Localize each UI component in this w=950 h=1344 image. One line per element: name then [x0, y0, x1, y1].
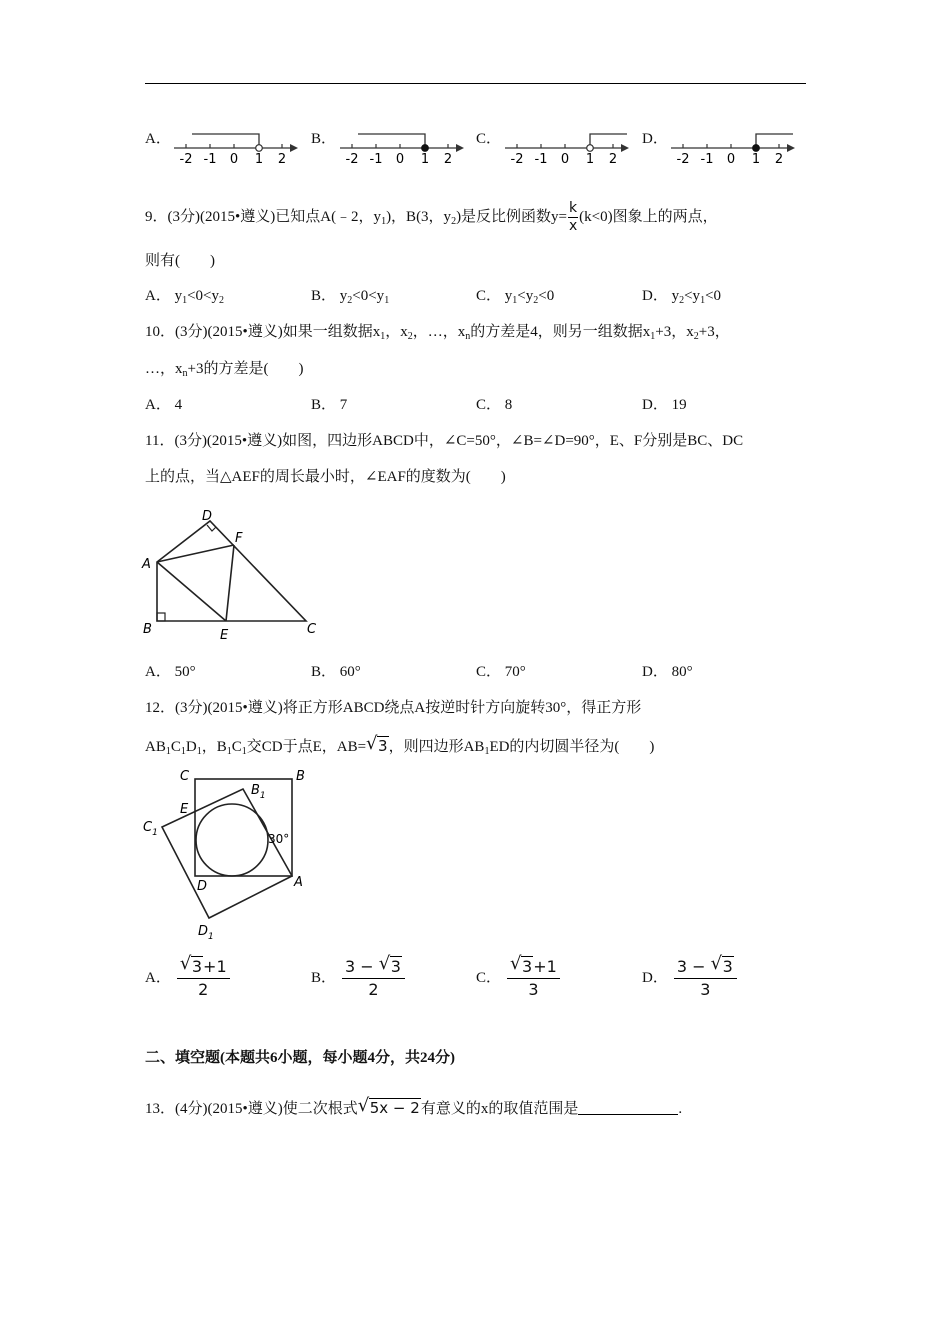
q10-option-a: A． 4 [145, 397, 183, 413]
label-c: C [307, 622, 317, 637]
tick-label: 1 [254, 152, 264, 167]
label-e: E [180, 802, 189, 817]
q10-stem: 10．(3分)(2015•遵义)如果一组数据$x_1$，$x_2$，…，$x_n$的方差是4，则另一组数据$x_1+3$，$x_2+3$， [145, 324, 730, 342]
tick-label: -2 [510, 152, 524, 167]
q8-option-c-numberline [501, 126, 631, 168]
q8-option-b-numberline [336, 126, 466, 168]
q11-option-b: B． 60° [311, 664, 361, 680]
q10-stem-line2: …，$x_n+3$的方差是( ) [145, 361, 304, 379]
q9-option-b: B． $y_2<0<y_1$ [311, 288, 390, 306]
label-b: B [143, 622, 152, 637]
label-e: E [220, 628, 229, 643]
label-b: B [296, 769, 305, 784]
q8-option-a-numberline [170, 126, 300, 168]
q10-option-c: C． 8 [476, 397, 513, 413]
section-title: 二、填空题(本题共6小题，每小题4分，共24分) [145, 1050, 455, 1066]
q9-option-c: C． $y_1<y_2<0$ [476, 288, 555, 306]
angle-label: 30° [268, 832, 290, 846]
q9-stem-line2: 则有( ) [145, 253, 215, 269]
sqrt-3: √ 3 [366, 733, 388, 755]
q13-stem: 13．(4分)(2015•遵义)使二次根式 √ 5x − 2有意义的x的取值范围是 . [145, 1095, 683, 1117]
tick-label: -1 [700, 152, 714, 167]
tick-label: 2 [277, 152, 287, 167]
q11-option-a: A． 50° [145, 664, 196, 680]
label-a: A [294, 875, 303, 890]
q11-stem: 11．(3分)(2015•遵义)如图，四边形ABCD中，∠C=50°，∠B=∠D=90°，E、F分别是BC、DC [145, 433, 744, 449]
q12-option-d: D． 3 − √ 3 3 [642, 956, 737, 1001]
q9-stem: 9．(3分)(2015•遵义)已知点A(﹣2，$y_1$)，B(3，$y_2$)是反比例函数y= $\frac{k}{x}$ (k<0)图象上的两点， [145, 200, 718, 234]
tick-label: -2 [179, 152, 193, 167]
tick-label: 1 [751, 152, 761, 167]
tick-label: 2 [774, 152, 784, 167]
q8-option-d-letter: D． [642, 131, 668, 147]
q9-option-a: A． $y_1<0<y_2$ [145, 288, 225, 306]
answer-blank [578, 1100, 678, 1115]
header-rule [145, 83, 806, 84]
q12-option-b: B． 3 − √ 3 2 [311, 956, 405, 1001]
tick-label: 0 [229, 152, 239, 167]
q12-option-c: C． √ 3+1 3 [476, 956, 560, 1001]
label-d: D [197, 879, 208, 894]
label-d: D [202, 509, 213, 524]
q10-option-b: B． 7 [311, 397, 348, 413]
label-c1: $C_1$ [143, 820, 158, 838]
label-a: A [142, 557, 151, 572]
q12-stem: 12．(3分)(2015•遵义)将正方形ABCD绕点A按逆时针方向旋转30°，得正方形 [145, 700, 642, 716]
tick-label: 1 [420, 152, 430, 167]
q11-figure-quadrilateral [138, 505, 328, 645]
q8-option-a-letter: A． [145, 131, 171, 147]
tick-label: -1 [534, 152, 548, 167]
q8-option-b-letter: B． [311, 131, 337, 147]
tick-label: 2 [443, 152, 453, 167]
sqrt-radicand: √ 5x − 2 [357, 1095, 420, 1117]
label-f: F [235, 531, 243, 546]
tick-label: -1 [369, 152, 383, 167]
q12-figure-rotated-squares [138, 765, 318, 945]
label-c: C [180, 769, 190, 784]
q12-stem-line2: $AB_1C_1D_1$，$B_1C_1$交CD于点E，AB= √ 3，则四边形$AB_1ED$的内切圆半径为( ) [145, 733, 655, 757]
q11-stem-line2: 上的点，当△AEF的周长最小时，∠EAF的度数为( ) [145, 469, 506, 485]
q11-option-d: D． 80° [642, 664, 693, 680]
q9-fraction: $\frac{k}{x}$ [568, 200, 578, 234]
q11-option-c: C． 70° [476, 664, 526, 680]
q12-option-a: A． √ 3+1 2 [145, 956, 230, 1001]
tick-label: -2 [676, 152, 690, 167]
tick-label: 1 [585, 152, 595, 167]
tick-label: 0 [726, 152, 736, 167]
q8-option-c-letter: C． [476, 131, 502, 147]
label-d1: $D_1$ [198, 924, 214, 942]
tick-label: 0 [395, 152, 405, 167]
q8-option-d-numberline [667, 126, 797, 168]
q10-option-d: D． 19 [642, 397, 687, 413]
label-b1: $B_1$ [251, 783, 266, 801]
tick-label: -1 [203, 152, 217, 167]
q9-option-d: D． $y_2<y_1<0$ [642, 288, 722, 306]
tick-label: 0 [560, 152, 570, 167]
tick-label: 2 [608, 152, 618, 167]
tick-label: -2 [345, 152, 359, 167]
